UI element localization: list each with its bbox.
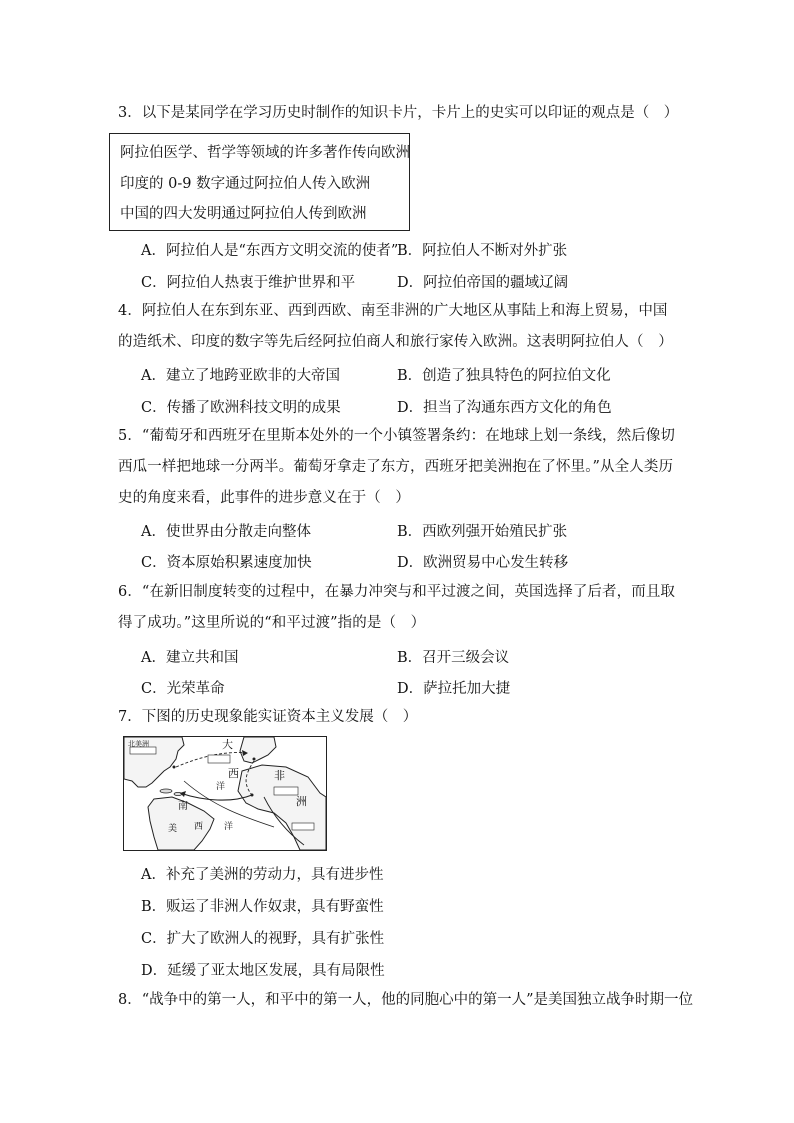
triangular-trade-map	[123, 736, 327, 851]
port-dot	[251, 794, 254, 797]
map-label-xi2: 西	[194, 822, 204, 832]
map-label-fei: 非	[274, 769, 285, 782]
q6-option-c[interactable]: C．光荣革命	[141, 681, 225, 697]
map-label-xi: 西	[228, 767, 239, 780]
q7-option-d[interactable]: D．延缓了亚太地区发展，具有局限性	[141, 963, 385, 979]
q7-option-a[interactable]: A．补充了美洲的劳动力，具有进步性	[141, 867, 384, 883]
q7-option-c[interactable]: C．扩大了欧洲人的视野，具有扩张性	[141, 931, 385, 947]
q5-option-a[interactable]: A．使世界由分散走向整体	[141, 524, 311, 540]
question-8-stem: 8．“战争中的第一人，和平中的第一人，他的同胞心中的第一人”是美国独立战争时期一位	[118, 992, 694, 1008]
europe-landmass	[240, 737, 276, 763]
map-label-box	[130, 747, 156, 754]
card-line-3: 中国的四大发明通过阿拉伯人传到欧洲	[120, 206, 367, 222]
q5-option-c[interactable]: C．资本原始积累速度加快	[141, 555, 312, 571]
caribbean-island	[160, 789, 172, 793]
q5-option-d[interactable]: D．欧洲贸易中心发生转移	[397, 555, 569, 571]
question-5-stem: 5．“葡萄牙和西班牙在里斯本处外的一个小镇签署条约：在地球上划一条线，然后像切西瓜一样把地球一分两半。葡萄牙拿走了东方，西班牙把美洲抱在了怀里。”从全人类历史的角度来看，此事件的进步意义在于（ ）	[118, 428, 676, 506]
card-line-1: 阿拉伯医学、哲学等领域的许多著作传向欧洲	[120, 145, 410, 161]
map-graphic	[124, 737, 326, 850]
question-6-stem: 6．“在新旧制度转变的过程中，在暴力冲突与和平过渡之间，英国选择了后者，而且取得了成功。”这里所说的“和平过渡”指的是（ ）	[118, 584, 676, 631]
port-dot	[253, 758, 256, 761]
q6-option-b[interactable]: B．召开三级会议	[397, 650, 510, 666]
card-line-2: 印度的 0-9 数字通过阿拉伯人传入欧洲	[120, 176, 371, 192]
map-label-box	[274, 787, 298, 795]
q4-option-c[interactable]: C．传播了欧洲科技文明的成果	[141, 400, 341, 416]
map-label-yang2: 洋	[224, 822, 234, 832]
map-label-north-america: 北美洲	[128, 740, 149, 748]
port-dot	[173, 766, 176, 769]
q6-option-d[interactable]: D．萨拉托加大捷	[397, 681, 511, 697]
q7-option-b[interactable]: B．贩运了非洲人作奴隶，具有野蛮性	[141, 899, 384, 915]
map-label-zhou: 洲	[296, 795, 307, 808]
question-3-stem: 3．以下是某同学在学习历史时制作的知识卡片，卡片上的史实可以印证的观点是（ ）	[118, 105, 679, 121]
q3-option-d[interactable]: D．阿拉伯帝国的疆域辽阔	[397, 275, 569, 291]
q3-option-a[interactable]: A．阿拉伯人是“东西方文明交流的使者”	[141, 243, 399, 259]
q3-option-c[interactable]: C．阿拉伯人热衷于维护世界和平	[141, 275, 356, 291]
map-label-da: 大	[222, 738, 233, 751]
q5-option-b[interactable]: B．西欧列强开始殖民扩张	[397, 524, 568, 540]
map-label-box	[292, 823, 314, 830]
question-4-stem: 4．阿拉伯人在东到东亚、西到西欧、南至非洲的广大地区从事陆上和海上贸易，中国的造纸术、印度的数字等先后经阿拉伯商人和旅行家传入欧洲。这表明阿拉伯人（ ）	[118, 303, 673, 350]
q6-option-a[interactable]: A．建立共和国	[141, 650, 239, 666]
q3-option-b[interactable]: B．阿拉伯人不断对外扩张	[397, 243, 568, 259]
question-7-stem: 7．下图的历史现象能实证资本主义发展（ ）	[118, 709, 418, 725]
map-label-yang: 洋	[216, 782, 226, 792]
map-label-nan: 南	[178, 801, 188, 812]
knowledge-card	[109, 133, 410, 231]
q4-option-b[interactable]: B．创造了独具特色的阿拉伯文化	[397, 368, 611, 384]
q4-option-d[interactable]: D．担当了沟通东西方文化的角色	[397, 400, 612, 416]
q4-option-a[interactable]: A．建立了地跨亚欧非的大帝国	[141, 368, 340, 384]
map-label-box	[208, 755, 230, 763]
map-label-mei: 美	[168, 824, 178, 834]
